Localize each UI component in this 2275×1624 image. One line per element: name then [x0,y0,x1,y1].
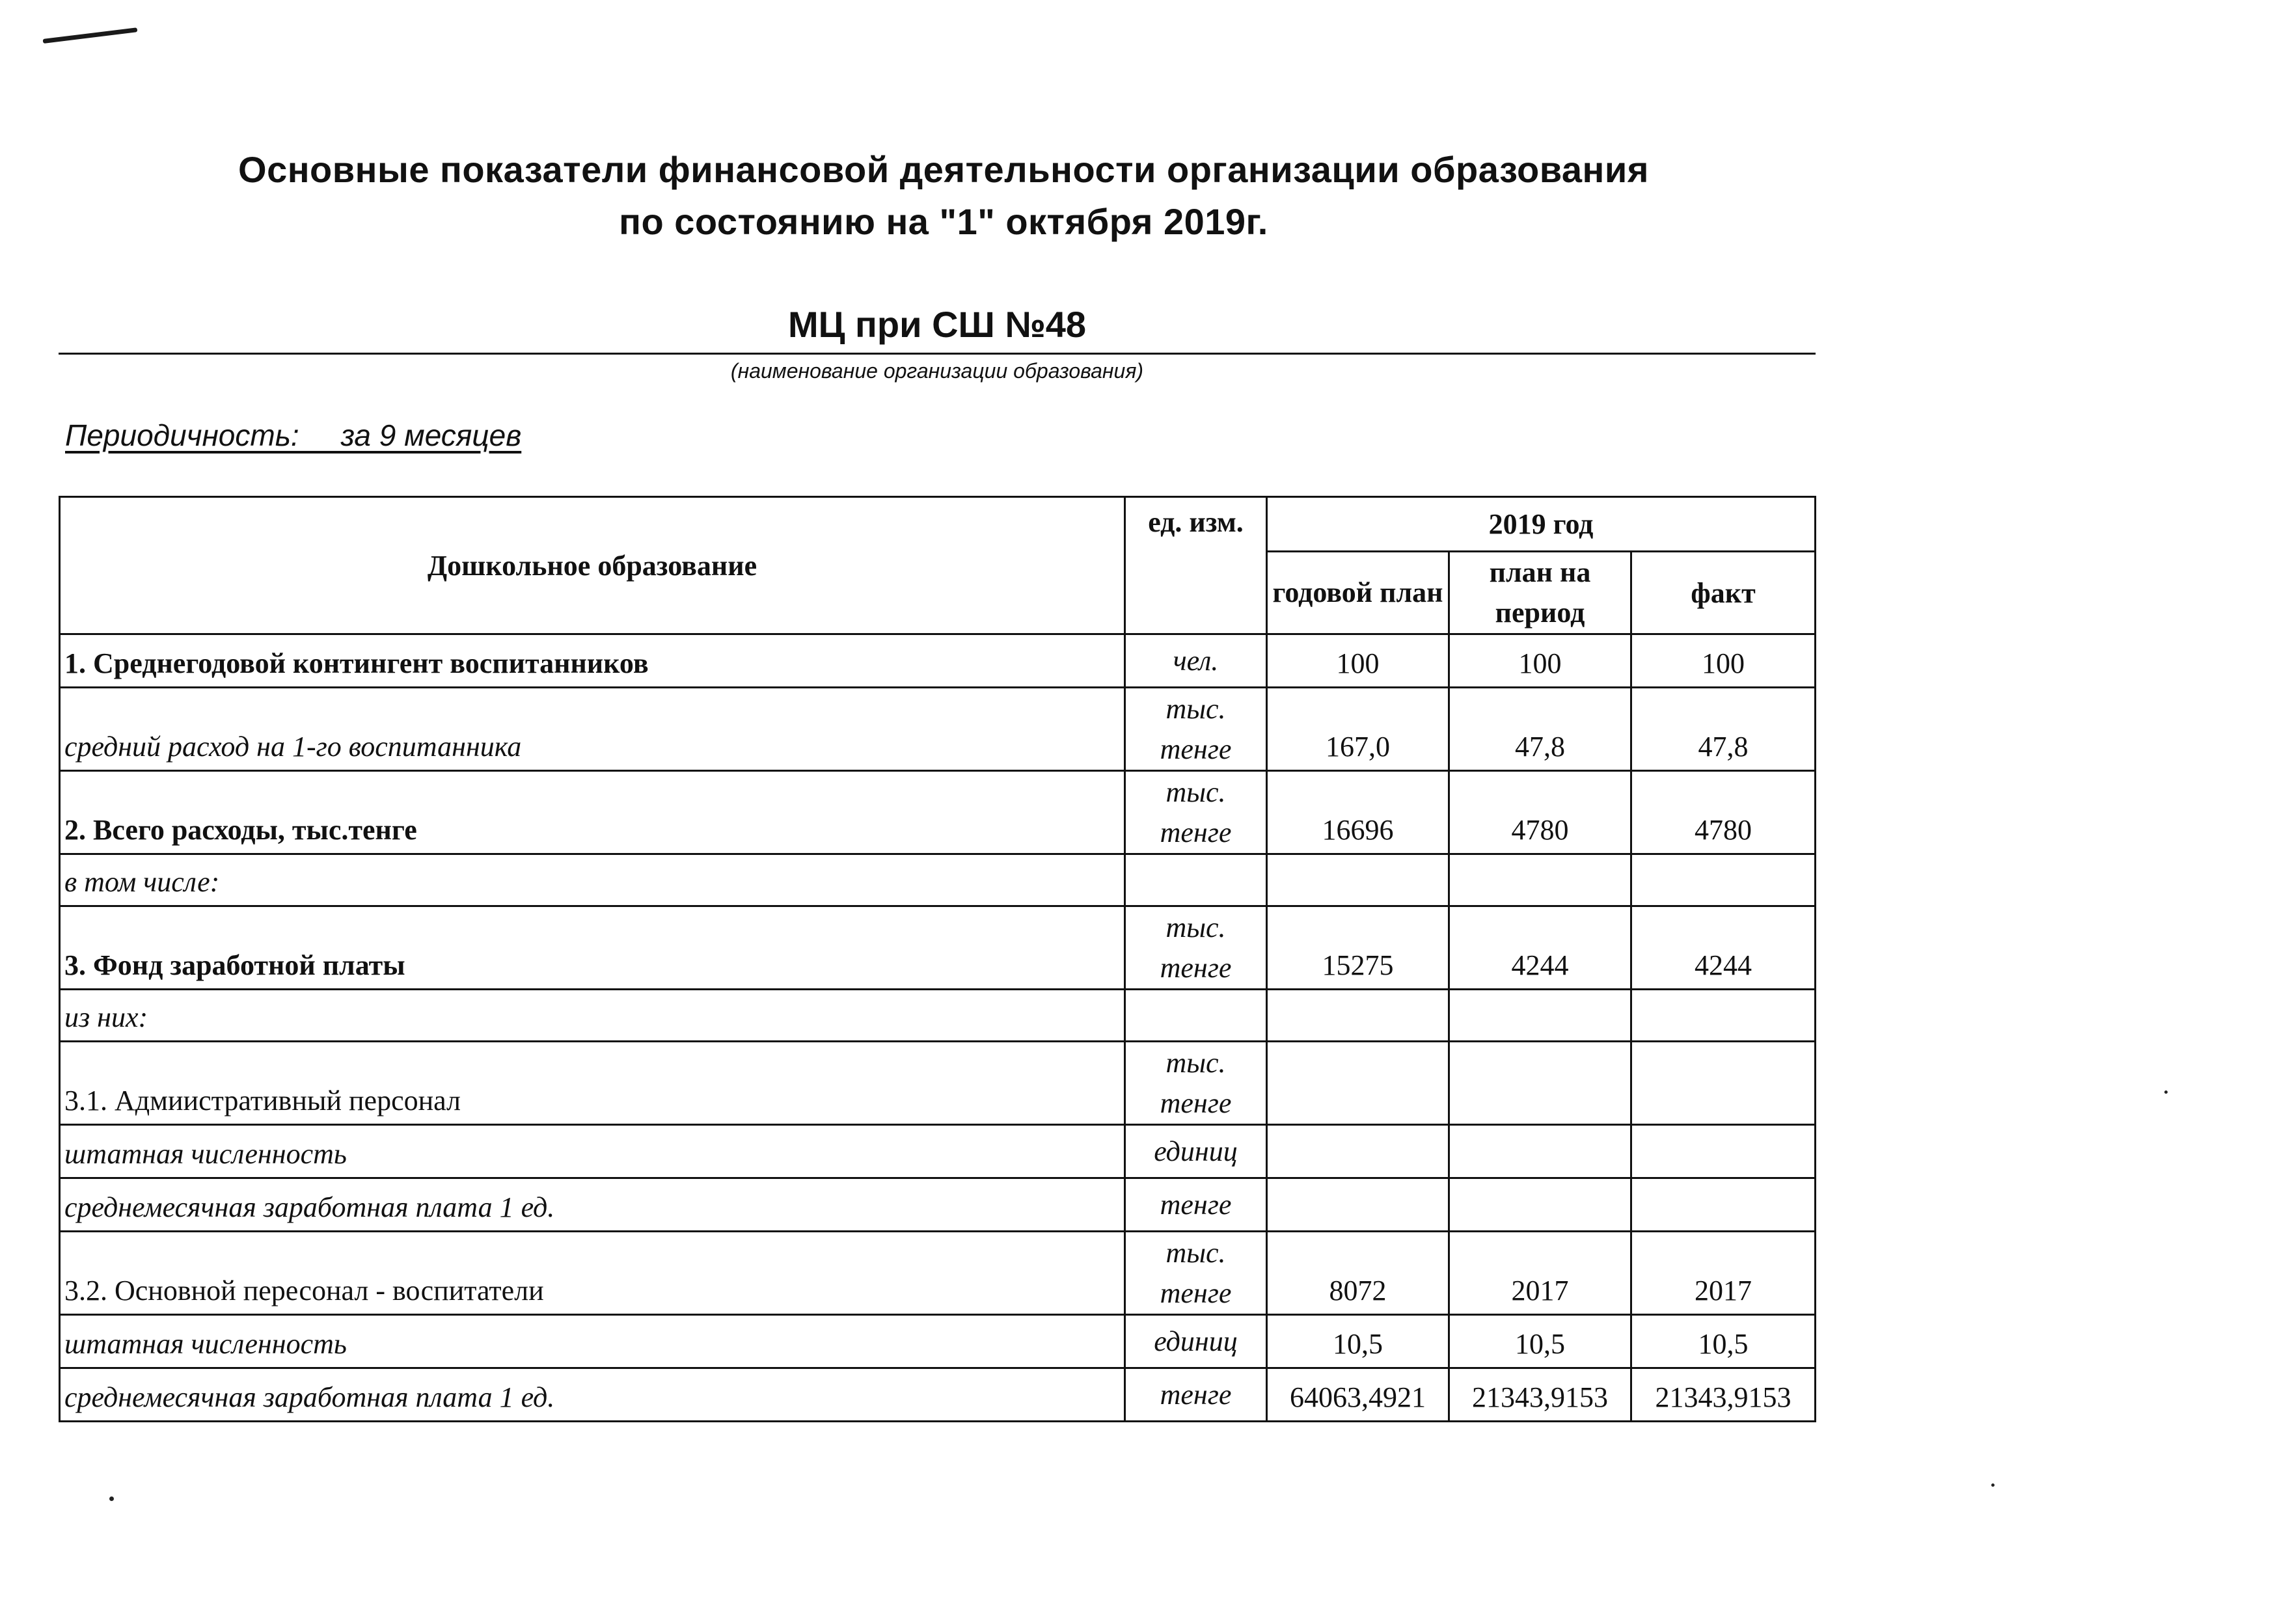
table-row [60,1315,1816,1368]
organization-caption: (наименование организации образования) [730,359,1144,383]
scan-speck [109,1496,114,1501]
header-unit: ед. изм. [1125,497,1267,634]
row-fact: 100 [1631,634,1816,688]
table-header-row [60,497,1816,552]
organization-underline [59,353,1816,355]
row-fact [1631,1042,1816,1125]
row-period-plan [1449,854,1631,906]
row-annual-plan [1267,1178,1449,1232]
row-fact: 47,8 [1631,688,1816,771]
periodicity-label: Периодичность: за 9 месяцев [65,418,522,452]
row-fact [1631,854,1816,906]
row-period-plan [1449,990,1631,1042]
row-period-plan: 2017 [1449,1232,1631,1315]
row-label: в том числе: [60,854,1125,906]
row-period-plan: 47,8 [1449,688,1631,771]
row-annual-plan: 15275 [1267,906,1449,990]
table-row [60,1178,1816,1232]
row-label: из них: [60,990,1125,1042]
row-fact: 2017 [1631,1232,1816,1315]
row-unit: единиц [1125,1315,1267,1368]
header-section: Дошкольное образование [60,497,1125,634]
row-label: штатная численность [60,1125,1125,1178]
table-row [60,854,1816,906]
row-unit [1125,854,1267,906]
table-row [60,688,1816,771]
row-unit: тыс. тенге [1125,1232,1267,1315]
row-annual-plan: 16696 [1267,771,1449,854]
row-fact [1631,990,1816,1042]
row-period-plan: 10,5 [1449,1315,1631,1368]
row-period-plan [1449,1042,1631,1125]
row-annual-plan [1267,990,1449,1042]
row-fact: 21343,9153 [1631,1368,1816,1422]
row-fact: 4244 [1631,906,1816,990]
scan-speck [1991,1483,1995,1487]
row-unit: тенге [1125,1368,1267,1422]
row-annual-plan: 167,0 [1267,688,1449,771]
table-row [60,990,1816,1042]
row-annual-plan [1267,1042,1449,1125]
row-unit [1125,990,1267,1042]
document-title-line1: Основные показатели финансовой деятельности организации образования [238,149,1649,190]
scan-pen-mark [43,27,138,44]
row-annual-plan [1267,854,1449,906]
row-unit: тыс. тенге [1125,906,1267,990]
row-unit: тыс. тенге [1125,1042,1267,1125]
row-label: среднемесячная заработная плата 1 ед. [60,1178,1125,1232]
row-label: 1. Среднегодовой контингент воспитанников [60,634,1125,688]
row-fact: 4780 [1631,771,1816,854]
table-row [60,906,1816,990]
table-row [60,1125,1816,1178]
row-period-plan [1449,1125,1631,1178]
table-row [60,1368,1816,1422]
row-period-plan: 4244 [1449,906,1631,990]
table-row [60,771,1816,854]
row-fact: 10,5 [1631,1315,1816,1368]
row-annual-plan: 10,5 [1267,1315,1449,1368]
row-label: среднемесячная заработная плата 1 ед. [60,1368,1125,1422]
row-label: 3. Фонд заработной платы [60,906,1125,990]
row-unit: тыс. тенге [1125,771,1267,854]
row-unit: тыс. тенге [1125,688,1267,771]
row-label: средний расход на 1-го воспитанника [60,688,1125,771]
row-period-plan: 100 [1449,634,1631,688]
row-annual-plan: 100 [1267,634,1449,688]
header-period-plan: план на период [1449,552,1631,634]
row-label: 3.2. Основной пересонал - воспитатели [60,1232,1125,1315]
table-row [60,634,1816,688]
row-period-plan: 21343,9153 [1449,1368,1631,1422]
row-label: штатная численность [60,1315,1125,1368]
row-period-plan [1449,1178,1631,1232]
document-title-line2: по состоянию на "1" октября 2019г. [619,201,1268,242]
row-period-plan: 4780 [1449,771,1631,854]
row-annual-plan: 8072 [1267,1232,1449,1315]
row-label: 3.1. Адмиистративный персонал [60,1042,1125,1125]
scan-speck [2164,1090,2168,1094]
header-fact: факт [1631,552,1816,634]
table-row [60,1042,1816,1125]
row-unit: чел. [1125,634,1267,688]
row-annual-plan [1267,1125,1449,1178]
row-unit: тенге [1125,1178,1267,1232]
row-fact [1631,1178,1816,1232]
table-row [60,1232,1816,1315]
row-label: 2. Всего расходы, тыс.тенге [60,771,1125,854]
header-annual-plan: годовой план [1267,552,1449,634]
row-unit: единиц [1125,1125,1267,1178]
header-year: 2019 год [1267,497,1816,552]
indicators-table [59,496,1816,1422]
row-annual-plan: 64063,4921 [1267,1368,1449,1422]
organization-name: МЦ при СШ №48 [787,304,1087,345]
row-fact [1631,1125,1816,1178]
